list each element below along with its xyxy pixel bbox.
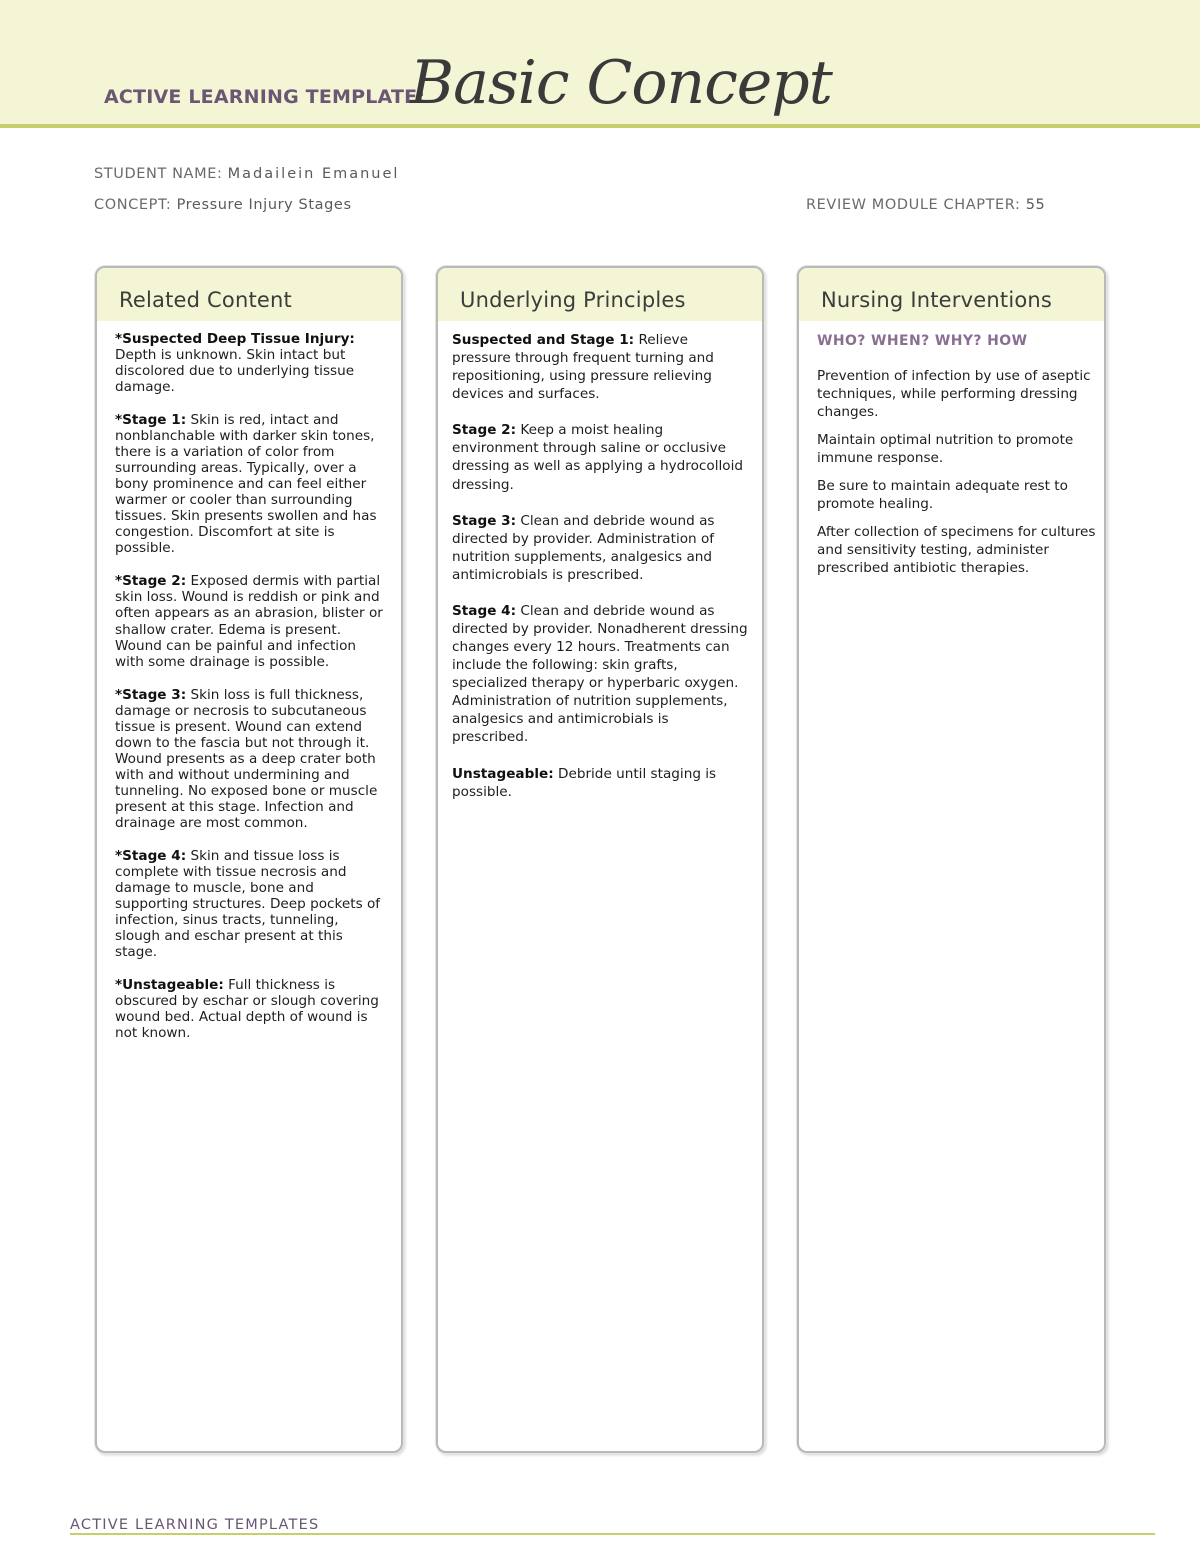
principle-item-term: Stage 3:	[452, 512, 517, 529]
concept-row	[94, 197, 352, 213]
chapter-row	[806, 197, 1045, 213]
header-divider	[0, 124, 1200, 128]
chapter-value: 55	[1025, 197, 1046, 213]
nursing-interventions-body	[799, 321, 1104, 577]
related-item-text: Skin and tissue loss is complete with tissue necrosis and damage to muscle, bone and supporting structures. Deep pockets of infection, sinus tracts, tunneling, slough and eschar present at this stage.	[115, 847, 381, 961]
principle-item	[452, 602, 748, 747]
related-item	[115, 331, 383, 395]
principle-item	[452, 421, 748, 493]
principle-item-term: Unstageable:	[452, 765, 554, 782]
related-item	[115, 977, 383, 1041]
intervention-item: Be sure to maintain adequate rest to promote healing.	[817, 478, 1068, 513]
principle-item-term: Stage 4:	[452, 602, 517, 619]
nursing-interventions-panel	[797, 266, 1106, 1453]
underlying-principles-body	[438, 321, 762, 801]
student-name-row	[94, 166, 399, 182]
concept-value: Pressure Injury Stages	[176, 197, 352, 213]
principle-item-term: Suspected and Stage 1:	[452, 332, 635, 348]
related-item	[115, 412, 383, 556]
intervention-item: Maintain optimal nutrition to promote immune response.	[817, 431, 1074, 466]
related-item-term: *Unstageable:	[115, 977, 224, 994]
related-item-term: *Stage 1:	[115, 412, 187, 429]
template-title: Basic Concept	[410, 48, 832, 118]
principle-item	[452, 331, 748, 403]
related-item-term: *Stage 4:	[115, 847, 187, 864]
related-item-text: Skin loss is full thickness, damage or necrosis to subcutaneous tissue is present. Wound can extend down to the fascia but not through it. Wound presents as a deep crater both with and without undermining and tunneling. No exposed bone or muscle present at this stage. Infection and drainage are most common.	[115, 686, 378, 831]
concept-label: CONCEPT:	[94, 197, 172, 213]
principle-item	[452, 765, 748, 801]
chapter-label: REVIEW MODULE CHAPTER:	[806, 197, 1021, 213]
principle-item-text: Clean and debride wound as directed by provider. Nonadherent dressing changes every 12 hours. Treatments can include the following: skin grafts, specialized therapy or hyperbaric oxygen. Administration of nutrition supplements, analgesics and antimicrobials is prescribed.	[452, 602, 748, 746]
related-item	[115, 848, 383, 960]
principle-item-text: Clean and debride wound as directed by provider. Administration of nutrition supplements, analgesics and antimicrobials is prescribed.	[452, 512, 715, 583]
underlying-principles-title: Underlying Principles	[438, 268, 762, 321]
intervention-item: After collection of specimens for cultures and sensitivity testing, administer prescribed antibiotic therapies.	[817, 524, 1096, 577]
related-item	[115, 573, 383, 669]
principle-item-text: Relieve pressure through frequent turning and repositioning, using pressure relieving devices and surfaces.	[452, 332, 714, 403]
principle-item-text: Keep a moist healing environment through saline or occlusive dressing as well as applying a hydrocolloid dressing.	[452, 422, 743, 493]
nursing-subheading: WHO? WHEN? WHY? HOW	[817, 333, 1028, 349]
related-item-text: Skin is red, intact and nonblanchable with darker skin tones, there is a variation of color from surrounding areas. Typically, over a bony prominence and can feel either warmer or cooler than surrounding tissues. Skin presents swollen and has congestion. Discomfort at site is possible.	[115, 412, 377, 557]
footer-label: ACTIVE LEARNING TEMPLATES	[70, 1517, 320, 1533]
principle-item	[452, 512, 748, 584]
related-item-text: Depth is unknown. Skin intact but discolored due to underlying tissue damage.	[115, 347, 355, 396]
related-item-term: *Stage 3:	[115, 686, 187, 703]
related-item-text: Full thickness is obscured by eschar or slough covering wound bed. Actual depth of wound is not known.	[115, 977, 379, 1042]
principle-item-text: Debride until staging is possible.	[452, 765, 717, 800]
related-content-title: Related Content	[97, 268, 401, 321]
related-item-term: *Suspected Deep Tissue Injury:	[115, 331, 355, 347]
related-item-term: *Stage 2:	[115, 573, 187, 590]
underlying-principles-panel	[436, 266, 764, 1453]
footer-divider	[70, 1533, 1155, 1535]
student-name-value: Madailein Emanuel	[227, 166, 400, 182]
principle-item-term: Stage 2:	[452, 422, 517, 439]
template-label: ACTIVE LEARNING TEMPLATE:	[104, 86, 426, 108]
related-item	[115, 687, 383, 831]
intervention-item: Prevention of infection by use of aseptic techniques, while performing dressing changes.	[817, 367, 1091, 420]
student-name-label: STUDENT NAME:	[94, 166, 223, 182]
nursing-interventions-title: Nursing Interventions	[799, 268, 1104, 321]
related-content-body	[97, 321, 401, 1041]
related-item-text: Exposed dermis with partial skin loss. Wound is reddish or pink and often appears as an abrasion, blister or shallow crater. Edema is present. Wound can be painful and infection with some drainage is possible.	[115, 573, 383, 670]
related-content-panel	[95, 266, 403, 1453]
